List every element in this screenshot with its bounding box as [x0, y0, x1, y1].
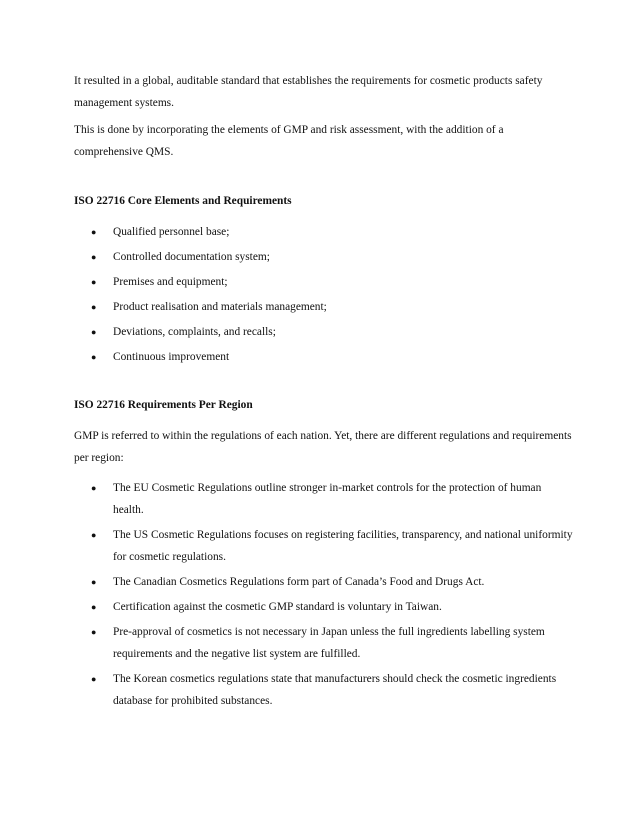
bullet-icon: ● — [91, 302, 97, 312]
list-item-text: The EU Cosmetic Regulations outline stronger in-market controls for the protection of human health. — [113, 482, 542, 516]
document-body — [74, 70, 574, 715]
list-item-text: Deviations, complaints, and recalls; — [113, 326, 276, 338]
intro-paragraph-2: This is done by incorporating the elements of GMP and risk assessment, with the addition of a comprehensive QMS. — [74, 124, 504, 158]
list-item-text: Continuous improvement — [113, 351, 230, 363]
list-item — [74, 596, 574, 618]
bullet-icon: ● — [91, 674, 97, 684]
list-item-text: The Canadian Cosmetics Regulations form part of Canada’s Food and Drugs Act. — [113, 576, 485, 588]
bullet-icon: ● — [91, 577, 97, 587]
list-item — [74, 271, 574, 293]
list-item — [74, 296, 574, 318]
list-item — [74, 346, 574, 368]
list-item — [74, 321, 574, 343]
core-elements-list — [74, 221, 574, 368]
list-item-text: The Korean cosmetics regulations state that manufacturers should check the cosmetic ingredients database for prohibited substances. — [113, 673, 557, 707]
list-item-text: Pre-approval of cosmetics is not necessary in Japan unless the full ingredients labelling system requirements and the negative list system are fulfilled. — [113, 626, 545, 660]
list-item-text: Certification against the cosmetic GMP standard is voluntary in Taiwan. — [113, 601, 442, 613]
list-item — [74, 524, 574, 568]
list-item-text: The US Cosmetic Regulations focuses on registering facilities, transparency, and national uniformity for cosmetic regulations. — [113, 529, 573, 563]
bullet-icon: ● — [91, 483, 97, 493]
bullet-icon: ● — [91, 627, 97, 637]
list-item-text: Premises and equipment; — [113, 276, 228, 288]
bullet-icon: ● — [91, 277, 97, 287]
bullet-icon: ● — [91, 530, 97, 540]
list-item — [74, 477, 574, 521]
bullet-icon: ● — [91, 227, 97, 237]
bullet-icon: ● — [91, 602, 97, 612]
list-item — [74, 221, 574, 243]
bullet-icon: ● — [91, 252, 97, 262]
list-item — [74, 621, 574, 665]
list-item-text: Controlled documentation system; — [113, 251, 270, 263]
region-requirements-list — [74, 477, 574, 712]
bullet-icon: ● — [91, 352, 97, 362]
list-item — [74, 571, 574, 593]
list-item — [74, 246, 574, 268]
list-item-text: Qualified personnel base; — [113, 226, 230, 238]
section-heading-per-region: ISO 22716 Requirements Per Region — [74, 399, 253, 411]
section-heading-core-elements: ISO 22716 Core Elements and Requirements — [74, 195, 292, 207]
region-intro-paragraph: GMP is referred to within the regulations of each nation. Yet, there are different regulations and requirements per region: — [74, 430, 572, 464]
intro-paragraph-1: It resulted in a global, auditable standard that establishes the requirements for cosmetic products safety management systems. — [74, 75, 543, 109]
bullet-icon: ● — [91, 327, 97, 337]
list-item-text: Product realisation and materials management; — [113, 301, 327, 313]
list-item — [74, 668, 574, 712]
